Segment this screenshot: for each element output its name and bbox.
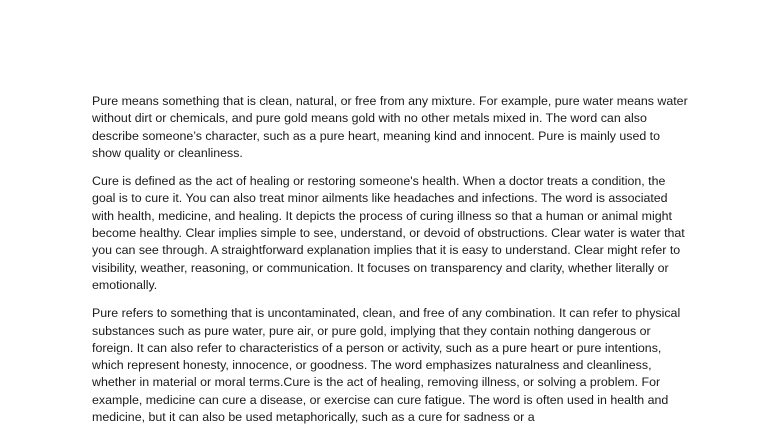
paragraph-pure-definition: Pure means something that is clean, natural, or free from any mixture. For example, pure water means water without dirt or chemicals, and pure gold means gold with no other metals mixed in. The word can also describe someone’s character, such as a pure heart, meaning kind and innocent. Pure is mainly used to show quality or cleanliness. <box>92 94 688 160</box>
paragraph-cure-clear-definition: Cure is defined as the act of healing or restoring someone's health. When a doctor treats a condition, the goal is to cure it. You can also treat minor ailments like headaches and infections. The word is associated with health, medicine, and healing. It depicts the process of curing illness so that a human or animal might become healthy. Clear implies simple to see, understand, or devoid of obstructions. Clear water is water that you can see through. A straightforward explanation implies that it is easy to understand. Clear might refer to visibility, weather, reasoning, or communication. It focuses on transparency and clarity, whether literally or emotionally. <box>92 174 685 292</box>
document-body <box>92 93 692 437</box>
paragraph-pure-cure-extended: Pure refers to something that is uncontaminated, clean, and free of any combination. It can refer to physical substances such as pure water, pure air, or pure gold, implying that they contain nothing dangerous or foreign. It can also refer to characteristics of a person or activity, such as a pure heart or pure intentions, which represent honesty, innocence, or goodness. The word emphasizes naturalness and cleanliness, whether in material or moral terms.Cure is the act of healing, removing illness, or solving a problem. For example, medicine can cure a disease, or exercise can cure fatigue. The word is often used in health and medicine, but it can also be used metaphorically, such as a cure for sadness or a <box>92 306 681 425</box>
